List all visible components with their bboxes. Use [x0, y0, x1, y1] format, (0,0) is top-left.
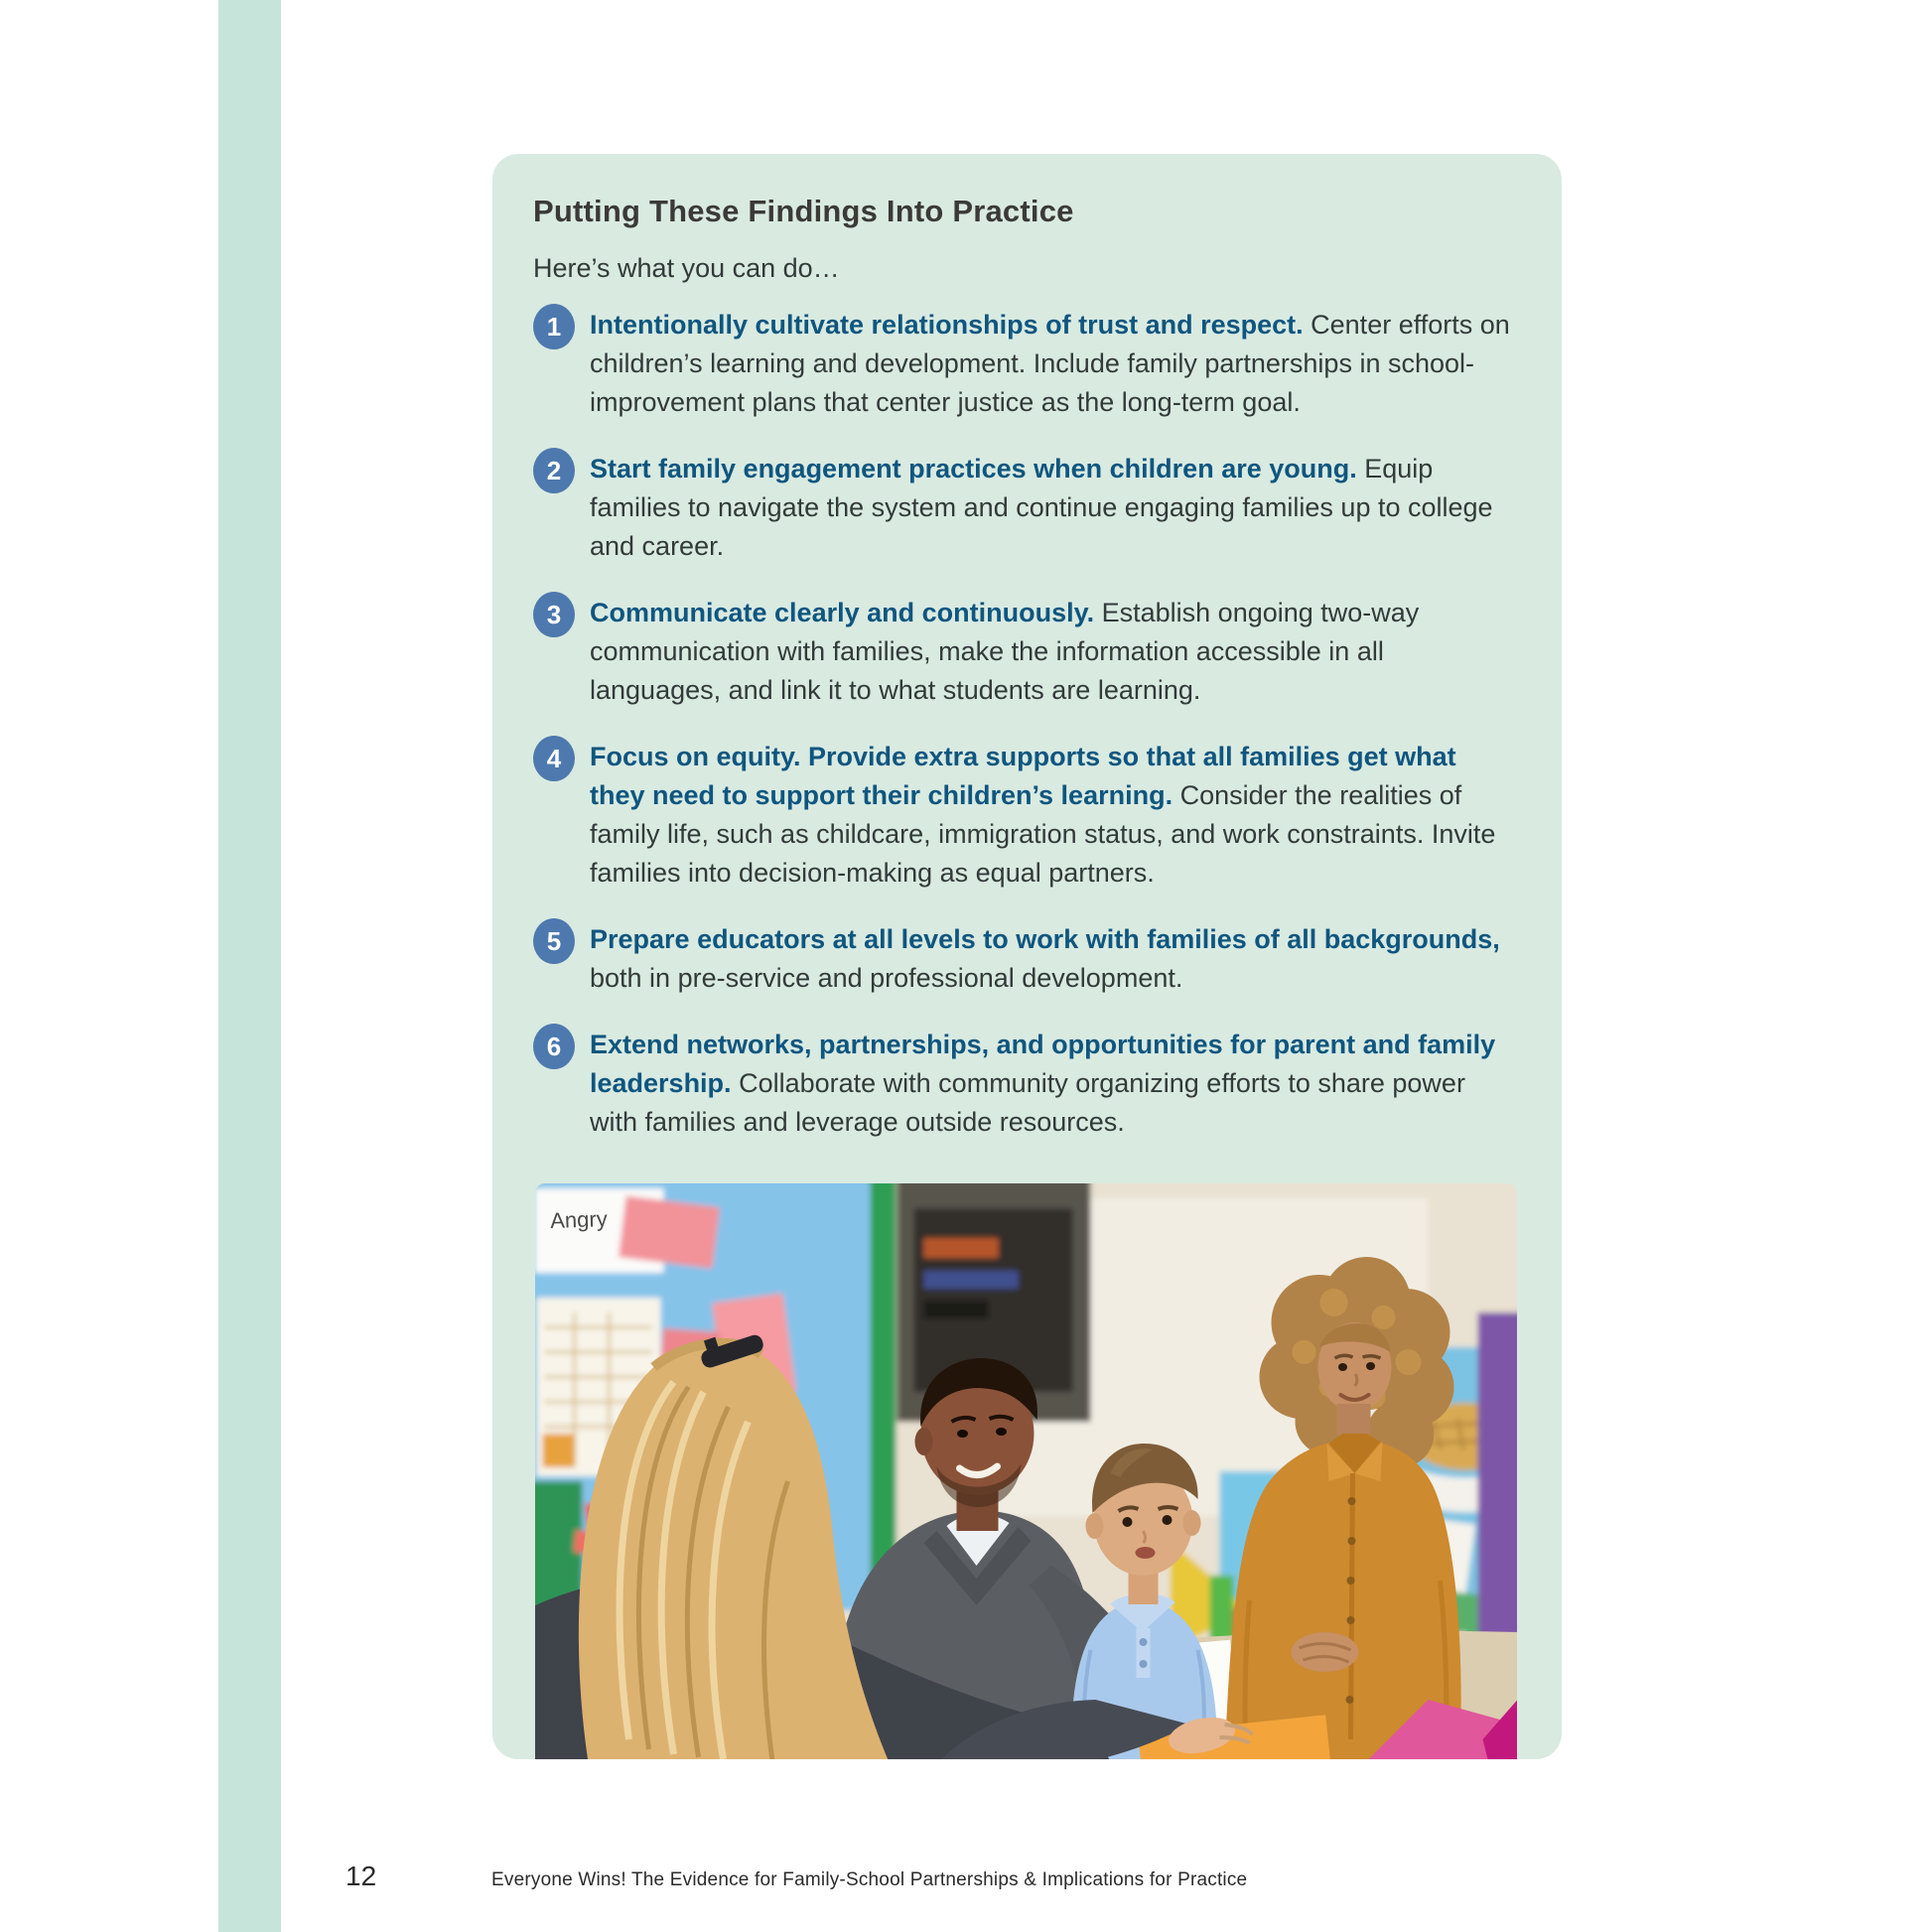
number-badge: 2 [533, 448, 575, 493]
list-item-body: Consider the realities of family life, such as childcare, immigration status, and work constraints. Invite families into decision-making as equal partners. [590, 780, 1496, 888]
poster-text: Angry [549, 1206, 609, 1233]
list-item-text [590, 450, 1517, 566]
number-badge: 1 [533, 304, 575, 349]
list-item-lead: Start family engagement practices when children are young. [590, 454, 1357, 483]
list-item-lead: Extend networks, partnerships, and opportunities for parent and family leadership. [590, 1030, 1496, 1098]
number-badge: 6 [533, 1024, 575, 1069]
list-item-text [590, 920, 1517, 998]
number-badge: 4 [533, 736, 575, 781]
list-item [533, 594, 1517, 710]
list-item-text [590, 1026, 1517, 1142]
list-item-body: Establish ongoing two-way communication with families, make the information accessible in all languages, and link it to what students are learning. [590, 598, 1420, 705]
classroom-photo-illustration [535, 1183, 1517, 1759]
list-item-body: Center efforts on children’s learning and development. Include family partnerships in school-improvement plans that center justice as the long-term goal. [590, 310, 1510, 417]
list-item-lead: Intentionally cultivate relationships of trust and respect. [590, 310, 1304, 340]
page-number: 12 [345, 1861, 377, 1891]
panel-content [492, 154, 1562, 1142]
list-item-text [590, 738, 1517, 893]
list-item-body: Equip families to navigate the system and continue engaging families up to college and career. [590, 454, 1493, 561]
list-item-text [590, 306, 1517, 422]
list-item [533, 1026, 1517, 1142]
list-item [533, 450, 1517, 566]
number-badge: 5 [533, 918, 575, 964]
family-school-meeting-photo [535, 1183, 1517, 1759]
list-item [533, 920, 1517, 998]
panel-heading: Putting These Findings Into Practice [533, 194, 1074, 228]
list-item [533, 738, 1517, 893]
number-badge: 3 [533, 592, 575, 637]
findings-panel [492, 154, 1562, 1759]
list-item-body: both in pre-service and professional development. [590, 963, 1183, 993]
panel-intro: Here’s what you can do… [533, 253, 840, 283]
list-item-lead: Focus on equity. Provide extra supports so that all families get what they need to support their children’s learning. [590, 742, 1456, 810]
list-item-text [590, 594, 1517, 710]
footer-title: Everyone Wins! The Evidence for Family-School Partnerships & Implications for Practice [491, 1869, 1248, 1890]
list-item [533, 306, 1517, 422]
list-item-lead: Prepare educators at all levels to work with families of all backgrounds, [590, 924, 1500, 954]
left-accent-stripe [218, 0, 281, 1932]
list-item-lead: Communicate clearly and continuously. [590, 598, 1095, 627]
list-item-body: Collaborate with community organizing efforts to share power with families and leverage outside resources. [590, 1068, 1465, 1137]
angry-poster-label [550, 1206, 608, 1233]
